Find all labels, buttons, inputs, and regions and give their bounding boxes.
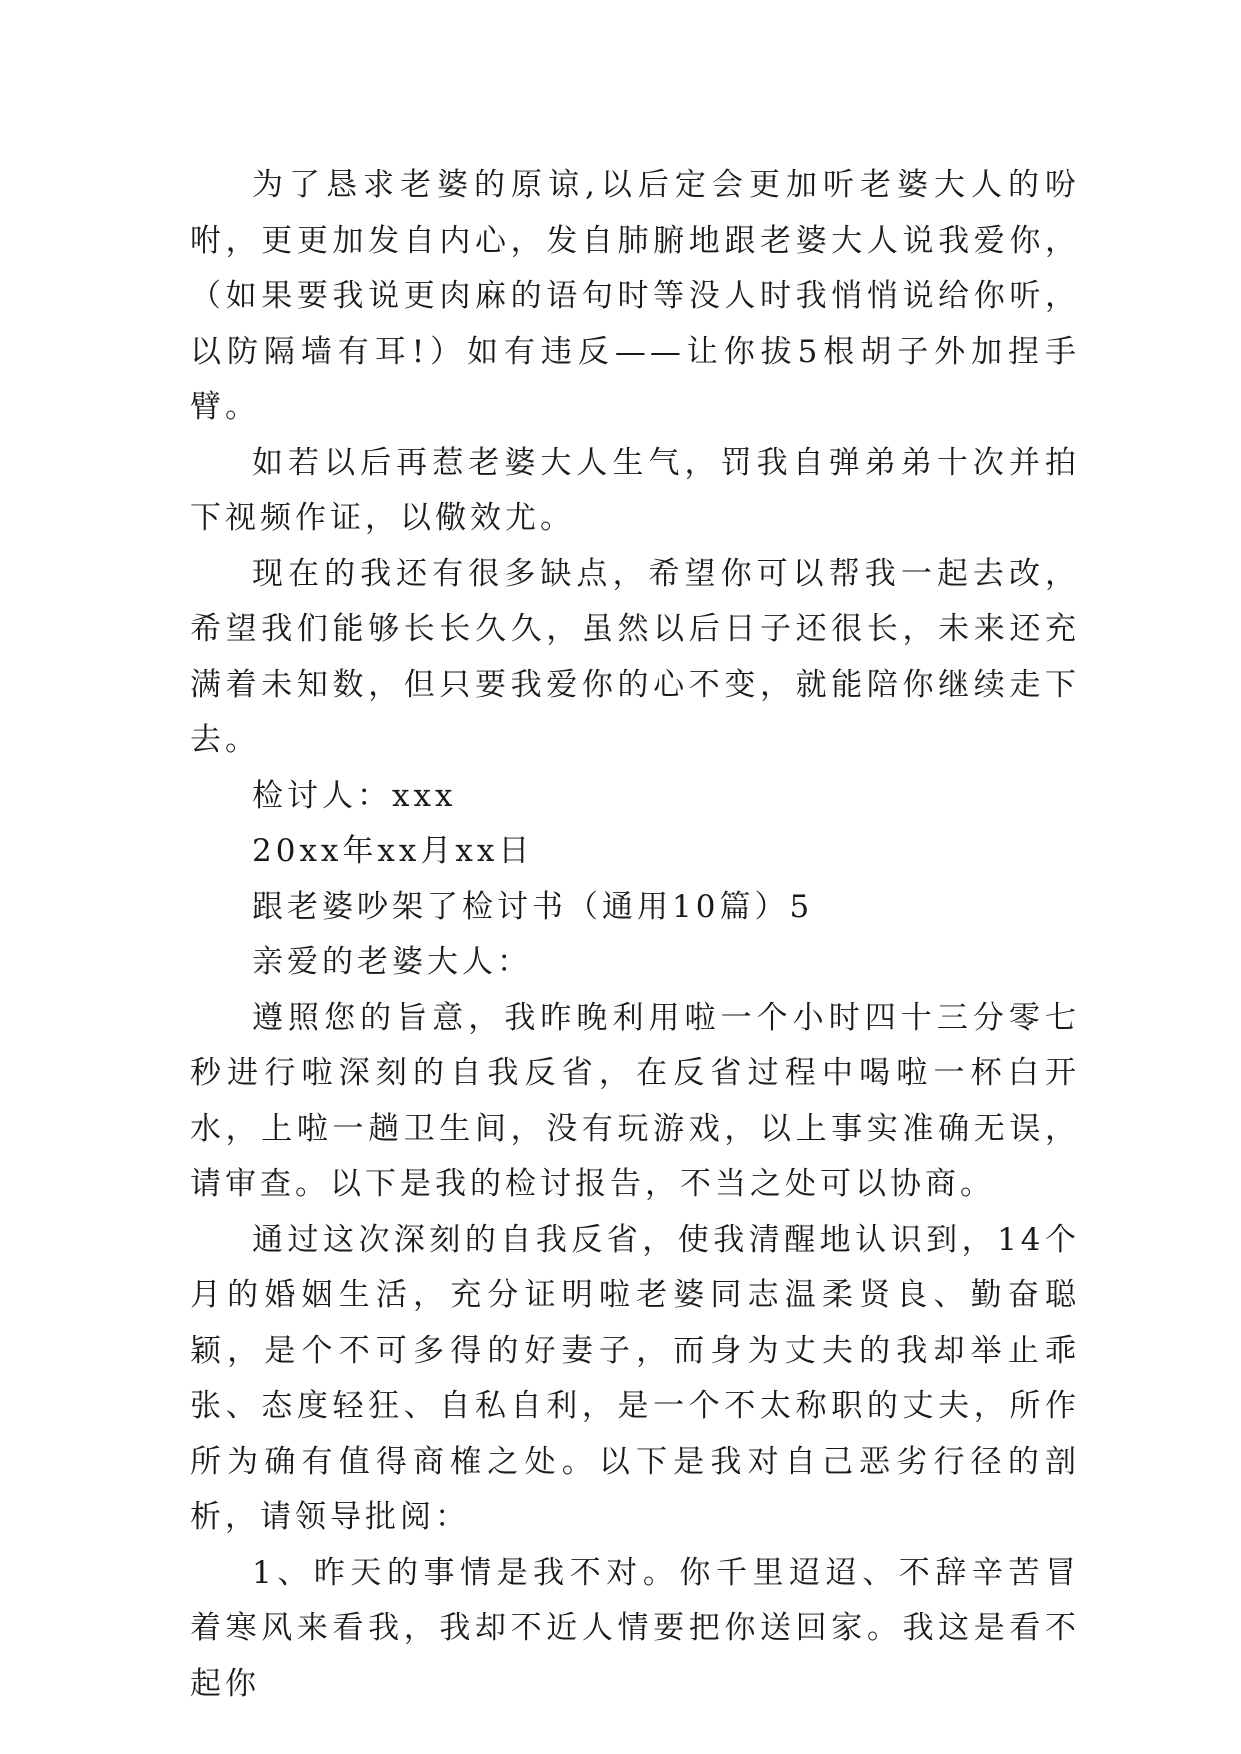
- document-body: [190, 158, 1080, 1712]
- paragraph-punishment: 如若以后再惹老婆大人生气，罚我自弹弟弟十次并拍下视频作证，以儆效尤。: [190, 444, 1080, 536]
- paragraph-shortcomings: 现在的我还有很多缺点，希望你可以帮我一起去改，希望我们能够长长久久，虽然以后日子还很长，未来还充满着未知数，但只要我爱你的心不变，就能陪你继续走下去。: [190, 555, 1080, 758]
- paragraph-self-analysis: 通过这次深刻的自我反省，使我清醒地认识到，14个月的婚姻生活，充分证明啦老婆同志温柔贤良、勤奋聪颖，是个不可多得的好妻子，而身为丈夫的我却举止乖张、态度轻狂、自私自利，是一个不太称职的丈夫，所作所为确有值得商榷之处。以下是我对自己恶劣行径的剖析，请领导批阅：: [190, 1221, 1080, 1535]
- paragraph-apology-promise: 为了恳求老婆的原谅,以后定会更加听老婆大人的吩咐，更更加发自内心，发自肺腑地跟老婆大人说我爱你，（如果要我说更肉麻的语句时等没人时我悄悄说给你听，以防隔墙有耳!）如有违反——让你拔5根胡子外加捏手臂。: [190, 167, 1080, 425]
- salutation: 亲爱的老婆大人：: [252, 944, 532, 980]
- paragraph-reflection: 遵照您的旨意，我昨晚利用啦一个小时四十三分零七秒进行啦深刻的自我反省，在反省过程中喝啦一杯白开水，上啦一趟卫生间，没有玩游戏，以上事实准确无误，请审查。以下是我的检讨报告，不当之处可以协商。: [190, 999, 1080, 1202]
- date-line: 20xx年xx月xx日: [252, 833, 534, 869]
- signature-line: 检讨人：xxx: [252, 777, 457, 814]
- section-title: 跟老婆吵架了检讨书（通用10篇）5: [252, 888, 814, 925]
- paragraph-point-one: 1、昨天的事情是我不对。你千里迢迢、不辞辛苦冒着寒风来看我，我却不近人情要把你送回家。我这是看不起你: [190, 1554, 1080, 1702]
